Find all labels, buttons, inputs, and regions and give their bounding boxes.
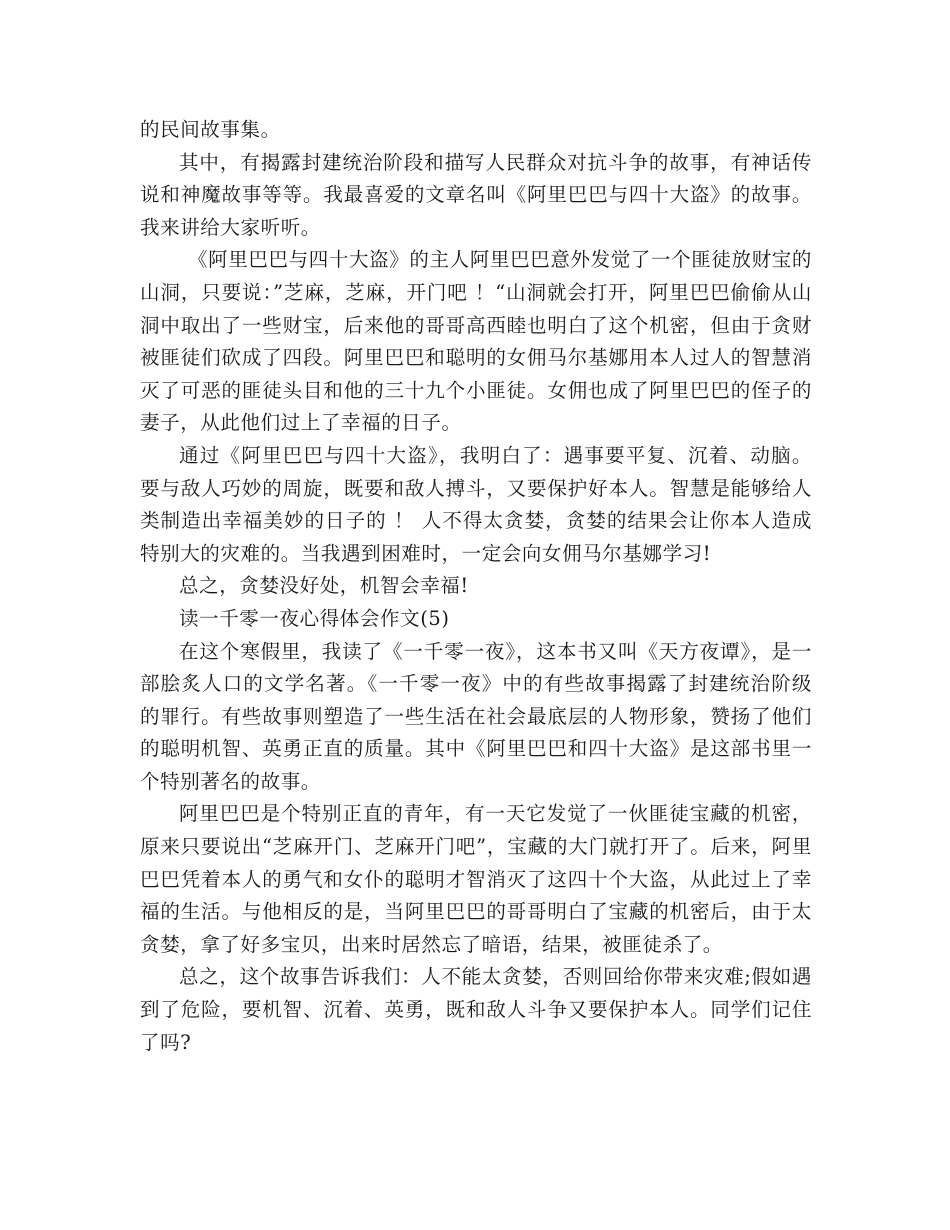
section-heading: 读一千零一夜心得体会作文(5) xyxy=(179,606,450,630)
paragraph: 其中，有揭露封建统治阶段和描写人民群众对抗斗争的故事，有神话传说和神魔故事等等。我最喜爱的文章名叫《阿里巴巴与四十大盗》的故事。我来讲给大家听听。 xyxy=(140,150,812,239)
paragraph: 通过《阿里巴巴与四十大盗》，我明白了：遇事要平复、沉着、动脑。要与敌人巧妙的周旋，既要和敌人搏斗，又要保护好本人。智慧是能够给人类制造出幸福美妙的日子的 ！ 人不得太贪婪，贪婪的结果会让你本人造成特别大的灾难的。当我遇到困难时，一定会向女佣马尔基娜学习! xyxy=(140,443,812,565)
paragraph: 在这个寒假里，我读了《一千零一夜》，这本书又叫《天方夜谭》，是一部脍炙人口的文学名著。《一千零一夜》中的有些故事揭露了封建统治阶级的罪行。有些故事则塑造了一些生活在社会最底层的人物形象，赞扬了他们的聪明机智、英勇正直的质量。其中《阿里巴巴和四十大盗》是这部书里一个特别著名的故事。 xyxy=(140,639,812,793)
paragraph: 阿里巴巴是个特别正直的青年，有一天它发觉了一伙匪徒宝藏的机密，原来只要说出“芝麻开门、芝麻开门吧”，宝藏的大门就打开了。后来，阿里巴巴凭着本人的勇气和女仆的聪明才智消灭了这四十个大盗，从此过上了幸福的生活。与他相反的是，当阿里巴巴的哥哥明白了宝藏的机密后，由于太贪婪，拿了好多宝贝，出来时居然忘了暗语，结果，被匪徒杀了。 xyxy=(140,802,812,956)
paragraph: 《阿里巴巴与四十大盗》的主人阿里巴巴意外发觉了一个匪徒放财宝的山洞，只要说：”芝麻，芝麻，开门吧 ！“山洞就会打开，阿里巴巴偷偷从山洞中取出了一些财宝，后来他的哥哥高西睦也明白了这个机密，但由于贪财被匪徒们砍成了四段。阿里巴巴和聪明的女佣马尔基娜用本人过人的智慧消灭了可恶的匪徒头目和他的三十九个小匪徒。女佣也成了阿里巴巴的侄子的妻子，从此他们过上了幸福的日子。 xyxy=(140,248,812,435)
paragraph: 总之，贪婪没好处，机智会幸福! xyxy=(179,574,469,598)
paragraph: 总之，这个故事告诉我们：人不能太贪婪，否则回给你带来灾难;假如遇到了危险，要机智、沉着、英勇，既和敌人斗争又要保护本人。同学们记住了吗? xyxy=(140,965,812,1054)
document-body xyxy=(140,114,812,1059)
paragraph-continuation: 的民间故事集。 xyxy=(140,118,281,141)
